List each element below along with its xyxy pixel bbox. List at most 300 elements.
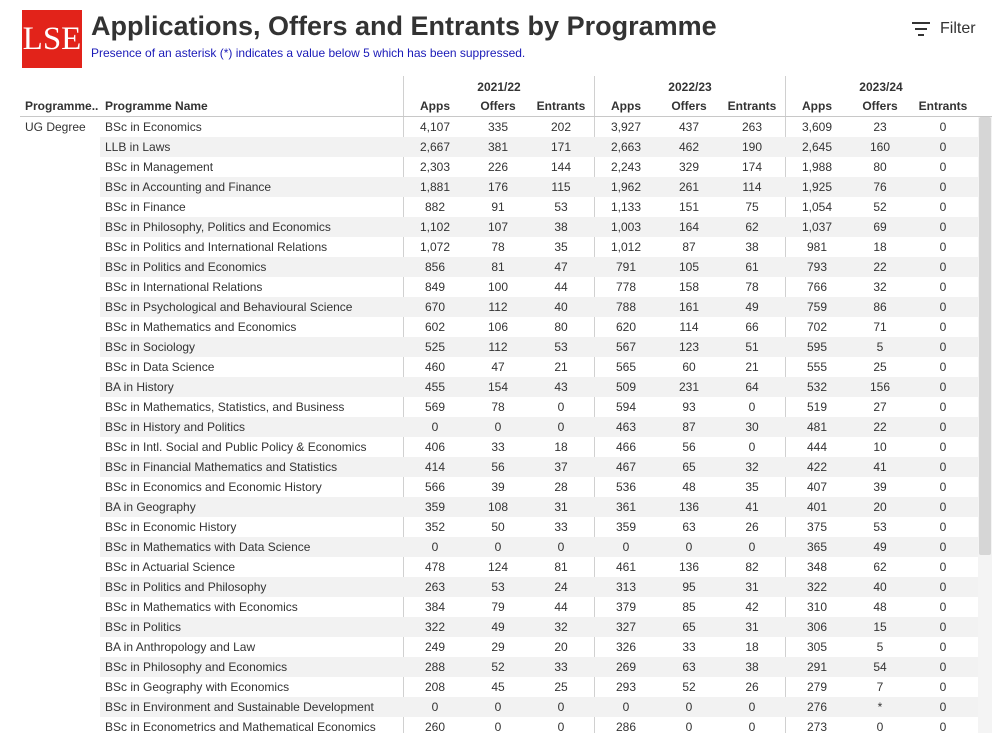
cell-entrants: 0 bbox=[939, 480, 947, 494]
table-row[interactable] bbox=[0, 517, 992, 537]
cell-apps: 208 bbox=[424, 680, 446, 694]
cell-entrants: 263 bbox=[741, 120, 763, 134]
cell-apps: 569 bbox=[424, 400, 446, 414]
cell-offers: 78 bbox=[491, 240, 505, 254]
cell-entrants: 51 bbox=[745, 340, 759, 354]
cell-apps: 327 bbox=[615, 620, 637, 634]
table-row[interactable] bbox=[0, 157, 992, 177]
cell-offers: 33 bbox=[682, 640, 696, 654]
cell-offers: 81 bbox=[491, 260, 505, 274]
cell-entrants: 24 bbox=[554, 580, 568, 594]
cell-entrants: 31 bbox=[554, 500, 568, 514]
cell-entrants: 35 bbox=[745, 480, 759, 494]
cell-entrants: 32 bbox=[554, 620, 568, 634]
cell-apps: 2,663 bbox=[610, 140, 642, 154]
table-row[interactable] bbox=[0, 677, 992, 697]
cell-offers: 154 bbox=[487, 380, 509, 394]
cell-entrants: 0 bbox=[939, 200, 947, 214]
cell-offers: 86 bbox=[873, 300, 887, 314]
cell-entrants: 25 bbox=[554, 680, 568, 694]
cell-apps: 602 bbox=[424, 320, 446, 334]
cell-offers: 71 bbox=[873, 320, 887, 334]
cell-apps: 595 bbox=[806, 340, 828, 354]
cell-offers: 60 bbox=[682, 360, 696, 374]
cell-offers: 0 bbox=[494, 720, 502, 734]
cell-entrants: 44 bbox=[554, 280, 568, 294]
cell-offers: 176 bbox=[487, 180, 509, 194]
table-row[interactable] bbox=[0, 437, 992, 457]
cell-entrants: 0 bbox=[939, 160, 947, 174]
cell-apps: 849 bbox=[424, 280, 446, 294]
col-header-offers[interactable]: Offers bbox=[862, 99, 898, 113]
cell-apps: 460 bbox=[424, 360, 446, 374]
cell-apps: 306 bbox=[806, 620, 828, 634]
cell-entrants: 0 bbox=[939, 500, 947, 514]
cell-entrants: 0 bbox=[939, 680, 947, 694]
cell-entrants: 0 bbox=[939, 440, 947, 454]
cell-apps: 481 bbox=[806, 420, 828, 434]
cell-entrants: 49 bbox=[745, 300, 759, 314]
vertical-scrollbar[interactable] bbox=[978, 117, 992, 733]
cell-offers: 7 bbox=[876, 680, 884, 694]
cell-offers: 105 bbox=[678, 260, 700, 274]
cell-offers: 5 bbox=[876, 340, 884, 354]
cell-entrants: 75 bbox=[745, 200, 759, 214]
cell-entrants: 0 bbox=[748, 400, 756, 414]
table-row[interactable] bbox=[0, 237, 992, 257]
cell-offers: 91 bbox=[491, 200, 505, 214]
cell-offers: 136 bbox=[678, 560, 700, 574]
cell-offers: 151 bbox=[678, 200, 700, 214]
cell-entrants: 33 bbox=[554, 520, 568, 534]
cell-programme-name: BA in Geography bbox=[105, 500, 196, 514]
cell-apps: 536 bbox=[615, 480, 637, 494]
cell-entrants: 35 bbox=[554, 240, 568, 254]
cell-entrants: 82 bbox=[745, 560, 759, 574]
cell-offers: 79 bbox=[491, 600, 505, 614]
table-row[interactable] bbox=[0, 537, 992, 557]
table-row[interactable] bbox=[0, 617, 992, 637]
table-row[interactable] bbox=[0, 137, 992, 157]
cell-entrants: 33 bbox=[554, 660, 568, 674]
cell-offers: 156 bbox=[869, 380, 891, 394]
cell-apps: 444 bbox=[806, 440, 828, 454]
cell-offers: 93 bbox=[682, 400, 696, 414]
cell-apps: 293 bbox=[615, 680, 637, 694]
cell-apps: 422 bbox=[806, 460, 828, 474]
cell-apps: 981 bbox=[806, 240, 828, 254]
cell-programme-name: BSc in Economic History bbox=[105, 520, 237, 534]
cell-apps: 379 bbox=[615, 600, 637, 614]
table-row[interactable] bbox=[0, 577, 992, 597]
table-row[interactable] bbox=[0, 657, 992, 677]
cell-apps: 0 bbox=[431, 700, 439, 714]
cell-apps: 2,303 bbox=[419, 160, 451, 174]
cell-apps: 0 bbox=[431, 540, 439, 554]
cell-offers: 32 bbox=[873, 280, 887, 294]
cell-entrants: 53 bbox=[554, 200, 568, 214]
cell-apps: 288 bbox=[424, 660, 446, 674]
cell-apps: 882 bbox=[424, 200, 446, 214]
cell-apps: 594 bbox=[615, 400, 637, 414]
cell-programme-name: BSc in Financial Mathematics and Statistics bbox=[105, 460, 338, 474]
cell-apps: 1,037 bbox=[801, 220, 833, 234]
cell-offers: 226 bbox=[487, 160, 509, 174]
page-title: Applications, Offers and Entrants by Programme bbox=[91, 11, 717, 41]
cell-apps: 670 bbox=[424, 300, 446, 314]
cell-apps: 463 bbox=[615, 420, 637, 434]
cell-apps: 3,609 bbox=[801, 120, 833, 134]
cell-entrants: 32 bbox=[745, 460, 759, 474]
cell-offers: 231 bbox=[678, 380, 700, 394]
cell-offers: 108 bbox=[487, 500, 509, 514]
cell-programme-name: BSc in Data Science bbox=[105, 360, 215, 374]
cell-entrants: 202 bbox=[550, 120, 572, 134]
subtitle-note: Presence of an asterisk (*) indicates a value below 5 which has been suppressed. bbox=[91, 46, 526, 60]
cell-apps: 359 bbox=[424, 500, 446, 514]
cell-offers: 437 bbox=[678, 120, 700, 134]
cell-programme-name: BSc in History and Politics bbox=[105, 420, 246, 434]
cell-entrants: 0 bbox=[557, 540, 565, 554]
cell-programme-name: BSc in Philosophy, Politics and Economics bbox=[105, 220, 331, 234]
cell-offers: 53 bbox=[491, 580, 505, 594]
cell-entrants: 47 bbox=[554, 260, 568, 274]
cell-offers: 80 bbox=[873, 160, 887, 174]
cell-apps: 759 bbox=[806, 300, 828, 314]
table-row[interactable] bbox=[0, 637, 992, 657]
cell-apps: 1,102 bbox=[419, 220, 451, 234]
table-row[interactable] bbox=[0, 317, 992, 337]
cell-entrants: 144 bbox=[550, 160, 572, 174]
cell-offers: 62 bbox=[873, 560, 887, 574]
cell-offers: 164 bbox=[678, 220, 700, 234]
cell-apps: 461 bbox=[615, 560, 637, 574]
cell-programme-name: BSc in International Relations bbox=[105, 280, 263, 294]
cell-entrants: 38 bbox=[554, 220, 568, 234]
cell-apps: 286 bbox=[615, 720, 637, 734]
col-header-entrants[interactable]: Entrants bbox=[536, 99, 586, 113]
cell-offers: 76 bbox=[873, 180, 887, 194]
cell-apps: 406 bbox=[424, 440, 446, 454]
cell-offers: 52 bbox=[491, 660, 505, 674]
cell-entrants: 37 bbox=[554, 460, 568, 474]
table-row[interactable] bbox=[0, 277, 992, 297]
cell-offers: 462 bbox=[678, 140, 700, 154]
cell-apps: 793 bbox=[806, 260, 828, 274]
cell-apps: 0 bbox=[622, 540, 630, 554]
col-header-offers[interactable]: Offers bbox=[671, 99, 707, 113]
cell-apps: 348 bbox=[806, 560, 828, 574]
cell-apps: 566 bbox=[424, 480, 446, 494]
table-row[interactable] bbox=[0, 717, 992, 737]
cell-programme-name: BA in History bbox=[105, 380, 174, 394]
cell-offers: 25 bbox=[873, 360, 887, 374]
cell-programme-name: BSc in Geography with Economics bbox=[105, 680, 290, 694]
cell-entrants: 0 bbox=[939, 420, 947, 434]
cell-offers: 161 bbox=[678, 300, 700, 314]
cell-entrants: 38 bbox=[745, 660, 759, 674]
cell-offers: 87 bbox=[682, 420, 696, 434]
cell-entrants: 40 bbox=[554, 300, 568, 314]
cell-apps: 565 bbox=[615, 360, 637, 374]
cell-entrants: 28 bbox=[554, 480, 568, 494]
cell-apps: 384 bbox=[424, 600, 446, 614]
col-header-apps[interactable]: Apps bbox=[611, 99, 641, 113]
cell-entrants: 0 bbox=[748, 540, 756, 554]
cell-offers: 53 bbox=[873, 520, 887, 534]
cell-apps: 322 bbox=[806, 580, 828, 594]
cell-entrants: 78 bbox=[745, 280, 759, 294]
cell-programme-name: BSc in Mathematics, Statistics, and Business bbox=[105, 400, 345, 414]
year-header-2021-22: 2021/22 bbox=[477, 80, 521, 94]
cell-entrants: 38 bbox=[745, 240, 759, 254]
cell-programme-name: BSc in Finance bbox=[105, 200, 186, 214]
cell-entrants: 18 bbox=[745, 640, 759, 654]
cell-entrants: 0 bbox=[939, 280, 947, 294]
cell-offers: 95 bbox=[682, 580, 696, 594]
cell-apps: 467 bbox=[615, 460, 637, 474]
cell-programme-name: BSc in Politics bbox=[105, 620, 182, 634]
cell-entrants: 62 bbox=[745, 220, 759, 234]
cell-entrants: 0 bbox=[557, 720, 565, 734]
cell-apps: 2,645 bbox=[801, 140, 833, 154]
cell-entrants: 0 bbox=[939, 660, 947, 674]
scrollbar-thumb[interactable] bbox=[979, 117, 991, 555]
table-row[interactable] bbox=[0, 177, 992, 197]
table-row[interactable] bbox=[0, 477, 992, 497]
cell-apps: 273 bbox=[806, 720, 828, 734]
cell-offers: 33 bbox=[491, 440, 505, 454]
cell-apps: 322 bbox=[424, 620, 446, 634]
cell-offers: 29 bbox=[491, 640, 505, 654]
cell-entrants: 26 bbox=[745, 520, 759, 534]
cell-entrants: 43 bbox=[554, 380, 568, 394]
lse-logo: LSE bbox=[22, 10, 82, 68]
cell-entrants: 26 bbox=[745, 680, 759, 694]
cell-offers: 0 bbox=[876, 720, 884, 734]
cell-apps: 702 bbox=[806, 320, 828, 334]
table-row[interactable] bbox=[0, 457, 992, 477]
cell-offers: 78 bbox=[491, 400, 505, 414]
cell-entrants: 44 bbox=[554, 600, 568, 614]
cell-apps: 1,881 bbox=[419, 180, 451, 194]
cell-apps: 365 bbox=[806, 540, 828, 554]
cell-apps: 1,133 bbox=[610, 200, 642, 214]
cell-entrants: 41 bbox=[745, 500, 759, 514]
cell-offers: 114 bbox=[679, 320, 699, 334]
cell-entrants: 0 bbox=[939, 400, 947, 414]
col-header-apps[interactable]: Apps bbox=[420, 99, 450, 113]
table-row[interactable] bbox=[0, 217, 992, 237]
cell-apps: 326 bbox=[615, 640, 637, 654]
cell-offers: 0 bbox=[494, 700, 502, 714]
table-row[interactable] bbox=[0, 497, 992, 517]
cell-entrants: 42 bbox=[745, 600, 759, 614]
cell-offers: 112 bbox=[488, 340, 508, 354]
cell-apps: 2,667 bbox=[419, 140, 451, 154]
cell-entrants: 0 bbox=[939, 360, 947, 374]
table-row[interactable] bbox=[0, 557, 992, 577]
cell-programme-name: BSc in Sociology bbox=[105, 340, 196, 354]
cell-offers: 63 bbox=[682, 520, 696, 534]
cell-offers: 23 bbox=[873, 120, 887, 134]
table-row[interactable] bbox=[0, 257, 992, 277]
cell-entrants: 0 bbox=[939, 220, 947, 234]
cell-entrants: 0 bbox=[939, 640, 947, 654]
table-row[interactable] bbox=[0, 197, 992, 217]
cell-programme-name: BSc in Mathematics and Economics bbox=[105, 320, 297, 334]
cell-programme-name: BSc in Philosophy and Economics bbox=[105, 660, 288, 674]
cell-offers: 48 bbox=[873, 600, 887, 614]
cell-offers: 100 bbox=[487, 280, 509, 294]
cell-apps: 519 bbox=[806, 400, 828, 414]
cell-apps: 478 bbox=[424, 560, 446, 574]
cell-programme-name: BSc in Politics and Economics bbox=[105, 260, 267, 274]
cell-apps: 291 bbox=[806, 660, 828, 674]
cell-entrants: 0 bbox=[748, 440, 756, 454]
table-row[interactable] bbox=[0, 397, 992, 417]
filter-icon bbox=[912, 22, 930, 36]
cell-offers: 20 bbox=[873, 500, 887, 514]
cell-offers: 158 bbox=[678, 280, 700, 294]
cell-apps: 856 bbox=[424, 260, 446, 274]
cell-apps: 310 bbox=[806, 600, 828, 614]
cell-offers: * bbox=[877, 700, 883, 714]
cell-offers: 69 bbox=[873, 220, 887, 234]
cell-entrants: 0 bbox=[939, 340, 947, 354]
table-row[interactable] bbox=[0, 597, 992, 617]
cell-apps: 1,072 bbox=[419, 240, 451, 254]
cell-apps: 407 bbox=[806, 480, 828, 494]
cell-entrants: 81 bbox=[554, 560, 568, 574]
cell-apps: 276 bbox=[806, 700, 828, 714]
cell-entrants: 0 bbox=[557, 420, 565, 434]
col-header-entrants[interactable]: Entrants bbox=[727, 99, 777, 113]
cell-apps: 249 bbox=[424, 640, 446, 654]
cell-offers: 261 bbox=[678, 180, 700, 194]
cell-apps: 0 bbox=[622, 700, 630, 714]
cell-entrants: 61 bbox=[745, 260, 759, 274]
cell-entrants: 0 bbox=[939, 320, 947, 334]
cell-apps: 1,054 bbox=[801, 200, 833, 214]
cell-entrants: 0 bbox=[557, 700, 565, 714]
table-row[interactable] bbox=[0, 697, 992, 717]
year-header-2022-23: 2022/23 bbox=[668, 80, 712, 94]
table-row[interactable] bbox=[0, 117, 992, 137]
cell-programme-name: BSc in Management bbox=[105, 160, 214, 174]
cell-offers: 107 bbox=[487, 220, 509, 234]
cell-entrants: 66 bbox=[745, 320, 759, 334]
cell-entrants: 20 bbox=[554, 640, 568, 654]
cell-apps: 352 bbox=[424, 520, 446, 534]
col-header-category[interactable]: Programme.. bbox=[25, 99, 99, 113]
cell-entrants: 115 bbox=[551, 180, 571, 194]
cell-apps: 455 bbox=[424, 380, 446, 394]
cell-offers: 0 bbox=[685, 720, 693, 734]
col-header-offers[interactable]: Offers bbox=[480, 99, 516, 113]
cell-entrants: 0 bbox=[557, 400, 565, 414]
cell-apps: 532 bbox=[806, 380, 828, 394]
cell-programme-name: BSc in Intl. Social and Public Policy & Economics bbox=[105, 440, 367, 454]
cell-entrants: 0 bbox=[939, 520, 947, 534]
cell-category: UG Degree bbox=[25, 120, 86, 134]
cell-offers: 124 bbox=[487, 560, 509, 574]
col-header-apps[interactable]: Apps bbox=[802, 99, 832, 113]
table-row[interactable] bbox=[0, 297, 992, 317]
table-row[interactable] bbox=[0, 377, 992, 397]
cell-programme-name: LLB in Laws bbox=[105, 140, 171, 154]
cell-apps: 359 bbox=[615, 520, 637, 534]
cell-apps: 2,243 bbox=[610, 160, 642, 174]
cell-offers: 136 bbox=[678, 500, 700, 514]
cell-offers: 63 bbox=[682, 660, 696, 674]
filter-button[interactable] bbox=[912, 20, 976, 38]
cell-apps: 375 bbox=[806, 520, 828, 534]
cell-entrants: 0 bbox=[939, 240, 947, 254]
cell-entrants: 0 bbox=[939, 180, 947, 194]
table-row[interactable] bbox=[0, 417, 992, 437]
cell-apps: 567 bbox=[615, 340, 637, 354]
cell-apps: 4,107 bbox=[419, 120, 451, 134]
col-header-entrants[interactable]: Entrants bbox=[918, 99, 968, 113]
cell-programme-name: BA in Anthropology and Law bbox=[105, 640, 256, 654]
filter-label: Filter bbox=[940, 20, 976, 37]
cell-entrants: 18 bbox=[554, 440, 568, 454]
cell-offers: 49 bbox=[873, 540, 887, 554]
table-row[interactable] bbox=[0, 337, 992, 357]
cell-apps: 466 bbox=[615, 440, 637, 454]
cell-offers: 112 bbox=[488, 300, 508, 314]
cell-offers: 45 bbox=[491, 680, 505, 694]
cell-apps: 791 bbox=[615, 260, 637, 274]
cell-offers: 22 bbox=[873, 420, 887, 434]
cell-offers: 22 bbox=[873, 260, 887, 274]
cell-offers: 65 bbox=[682, 620, 696, 634]
cell-entrants: 31 bbox=[745, 580, 759, 594]
cell-entrants: 0 bbox=[939, 700, 947, 714]
cell-entrants: 0 bbox=[939, 720, 947, 734]
cell-offers: 335 bbox=[487, 120, 509, 134]
cell-programme-name: BSc in Environment and Sustainable Development bbox=[105, 700, 374, 714]
cell-programme-name: BSc in Psychological and Behavioural Science bbox=[105, 300, 353, 314]
cell-apps: 263 bbox=[424, 580, 446, 594]
cell-apps: 555 bbox=[806, 360, 828, 374]
cell-offers: 10 bbox=[873, 440, 887, 454]
cell-offers: 106 bbox=[487, 320, 509, 334]
cell-entrants: 30 bbox=[745, 420, 759, 434]
cell-apps: 509 bbox=[615, 380, 637, 394]
cell-apps: 620 bbox=[615, 320, 637, 334]
cell-programme-name: BSc in Economics bbox=[105, 120, 202, 134]
cell-entrants: 0 bbox=[748, 700, 756, 714]
cell-entrants: 21 bbox=[554, 360, 568, 374]
cell-entrants: 174 bbox=[741, 160, 763, 174]
cell-entrants: 0 bbox=[939, 140, 947, 154]
cell-entrants: 190 bbox=[741, 140, 763, 154]
cell-programme-name: BSc in Politics and Philosophy bbox=[105, 580, 267, 594]
cell-offers: 27 bbox=[873, 400, 887, 414]
col-header-programme-name[interactable]: Programme Name bbox=[105, 99, 208, 113]
cell-offers: 50 bbox=[491, 520, 505, 534]
cell-entrants: 114 bbox=[742, 180, 762, 194]
cell-offers: 0 bbox=[685, 700, 693, 714]
cell-apps: 260 bbox=[424, 720, 446, 734]
table-row[interactable] bbox=[0, 357, 992, 377]
cell-offers: 85 bbox=[682, 600, 696, 614]
cell-entrants: 0 bbox=[939, 540, 947, 554]
cell-entrants: 53 bbox=[554, 340, 568, 354]
cell-offers: 381 bbox=[487, 140, 509, 154]
